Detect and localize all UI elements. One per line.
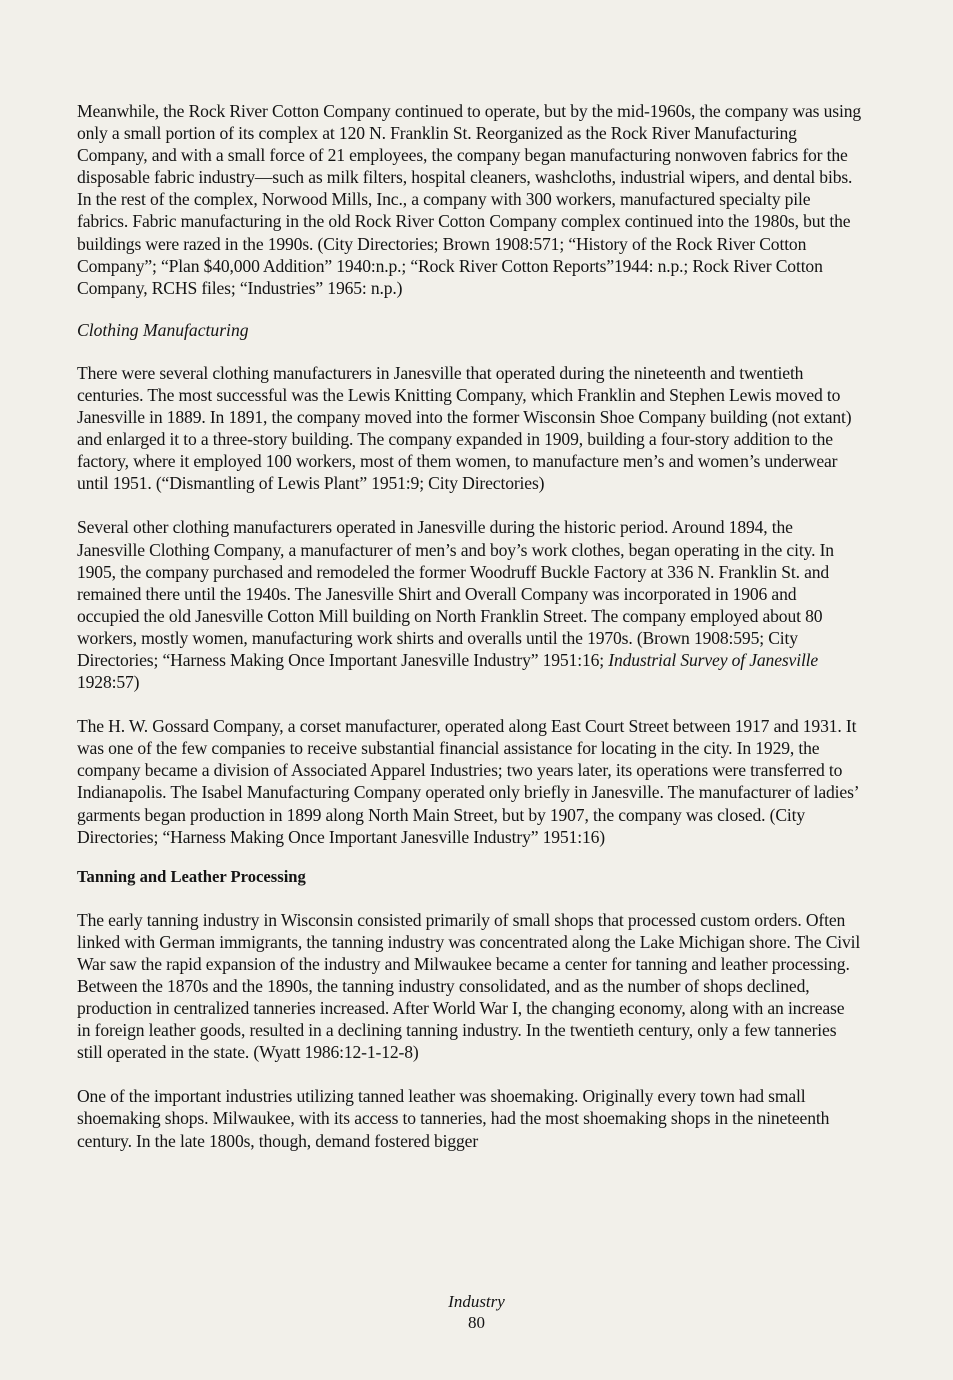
paragraph-gossard: The H. W. Gossard Company, a corset manufacturer, operated along East Court Street between 1917 and 1931. It was one of the few companies to receive substantial financial assistance for locating in the city. In 1929, the company became a division of Associated Apparel Industries; two years later, its operations were transferred to Indianapolis. The Isabel Manufacturing Company operated only briefly in Janesville. The manufacturer of ladies’ garments began production in 1899 along North Main Street, but by 1907, the company was closed. (City Directories; “Harness Making Once Important Janesville Industry” 1951:16) (77, 716, 859, 847)
footer-section-title: Industry (448, 1292, 505, 1311)
paragraph-other-clothing-end: 1928:57) (77, 672, 140, 693)
paragraph-tanning-industry: The early tanning industry in Wisconsin consisted primarily of small shops that processed custom orders. Often linked with German immigrants, the tanning industry was concentrated along the Lake Michigan shore. The Civil War saw the rapid expansion of the industry and Milwaukee became a center for tanning and leather processing. Between the 1870s and the 1890s, the tanning industry consolidated, and as the number of shops declined, production in centralized tanneries increased. After World War I, the changing economy, along with an increase in foreign leather goods, resulted in a declining tanning industry. In the twentieth century, only a few tanneries still operated in the state. (Wyatt 1986:12-1-12-8) (77, 909, 861, 1063)
paragraph-other-clothing (77, 516, 861, 693)
paragraph-shoemaking: One of the important industries utilizing tanned leather was shoemaking. Originally every town had small shoemaking shops. Milwaukee, with its access to tanneries, had the most shoemaking shops in the nineteenth century. In the late 1800s, though, demand fostered bigger (77, 1086, 830, 1151)
page-number: 80 (468, 1313, 485, 1332)
paragraph-lewis-knitting: There were several clothing manufacturers in Janesville that operated during the nineteenth and twentieth centuries. The most successful was the Lewis Knitting Company, which Franklin and Stephen Lewis moved to Janesville in 1889. In 1891, the company moved into the former Wisconsin Shoe Company building (not extant) and enlarged it to a three-story building. The company expanded in 1909, building a four-story addition to the factory, where it employed 100 workers, most of them women, to manufacture men’s and women’s underwear until 1951. (“Dismantling of Lewis Plant” 1951:9; City Directories) (77, 362, 852, 494)
page-footer (0, 1291, 953, 1333)
paragraph-other-clothing-text: Several other clothing manufacturers operated in Janesville during the historic period. Around 1894, the Janesville Clothing Company, a manufacturer of men’s and boy’s work clothes, began operating in the city. In 1905, the company purchased and remodeled the former Woodruff Buckle Factory at 336 N. Franklin St. and remained there until the 1940s. The Janesville Shirt and Overall Company was incorporated in 1906 and occupied the old Janesville Cotton Mill building on North Franklin Street. The company employed about 80 workers, mostly women, manufacturing work shirts and overalls until the 1970s. (Brown 1908:595; City Directories; “Harness Making Once Important Janesville Industry” 1951:16; (77, 517, 834, 670)
citation-industrial-survey: Industrial Survey of Janesville (608, 649, 819, 670)
heading-tanning-leather: Tanning and Leather Processing (77, 866, 306, 886)
heading-clothing-manufacturing: Clothing Manufacturing (77, 319, 249, 340)
paragraph-rock-river: Meanwhile, the Rock River Cotton Company continued to operate, but by the mid-1960s, the company was using only a small portion of its complex at 120 N. Franklin St. Reorganized as the Rock River Manufacturing Company, and with a small force of 21 employees, the company began manufacturing nonwoven fabrics for the disposable fabric industry—such as milk filters, hospital cleaners, washcloths, industrial wipers, and dental bibs. In the rest of the complex, Norwood Mills, Inc., a company with 300 workers, manufactured specialty pile fabrics. Fabric manufacturing in the old Rock River Cotton Company complex continued into the 1980s, but the buildings were razed in the 1990s. (City Directories; Brown 1908:571; “History of the Rock River Cotton Company”; “Plan $40,000 Addition” 1940:n.p.; “Rock River Cotton Reports”1944: n.p.; Rock River Cotton Company, RCHS files; “Industries” 1965: n.p.) (77, 101, 861, 298)
